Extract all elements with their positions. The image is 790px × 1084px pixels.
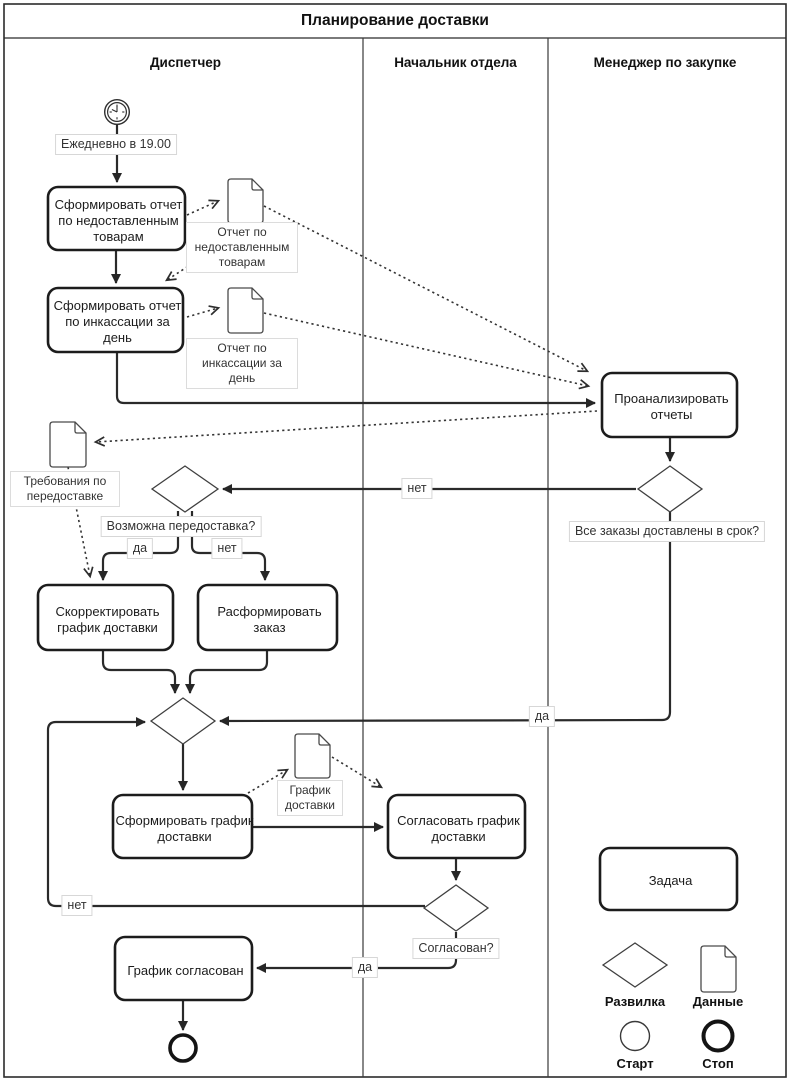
sequence-flows (48, 124, 670, 1030)
doc-cash-report-icon (228, 288, 263, 333)
timer-start-icon (105, 100, 130, 125)
doc-requirements-label: Требования по передоставке (10, 471, 120, 507)
task-form-schedule-label: Сформировать график доставки (115, 812, 254, 844)
legend-stop-caption: Стоп (702, 1056, 734, 1071)
edge-label-yes-approved: да (352, 957, 378, 978)
legend-stop-icon (704, 1022, 733, 1051)
gateway-approved (424, 885, 488, 931)
doc-undelivered-report-label: Отчет по недоставленным товарам (186, 222, 298, 273)
edge-label-yes-redelivery: да (127, 538, 153, 559)
edge-label-no-on-time: нет (401, 478, 432, 499)
legend-start-caption: Старт (616, 1056, 654, 1071)
doc-undelivered-report-icon (228, 179, 263, 223)
doc-schedule-icon (295, 734, 330, 778)
edge-label-no-approved: нет (61, 895, 92, 916)
legend-task-label: Задача (648, 873, 693, 888)
pool-title: Планирование доставки (301, 12, 489, 29)
task-schedule-approved-label: График согласован (127, 962, 244, 978)
end-event-icon (170, 1035, 196, 1061)
start-event-label: Ежедневно в 19.00 (55, 134, 177, 155)
edge-label-no-redelivery: нет (211, 538, 242, 559)
gateway-merge (151, 698, 215, 744)
task-make-cash-report-label: Сформировать отчет по инкассации за день (53, 298, 182, 345)
gateway-on-time-label: Все заказы доставлены в срок? (569, 521, 765, 542)
gateway-all-on-time (638, 466, 702, 512)
legend-gateway-shape (603, 943, 667, 987)
lane-dispatcher: Диспетчер (149, 54, 222, 70)
task-analyze-reports-label: Проанализировать отчеты (614, 391, 729, 422)
task-make-undelivered-report-label: Сформировать отчет по недоставленным товарам (54, 196, 183, 244)
lane-department-head: Начальник отдела (394, 54, 517, 70)
task-disband-order-label: Расформировать заказ (217, 603, 322, 635)
doc-requirements-icon (50, 422, 86, 467)
legend-data-caption: Данные (692, 994, 744, 1009)
task-adjust-schedule-label: Скорректировать график доставки (55, 603, 160, 635)
gateway-redelivery-label: Возможна передоставка? (101, 516, 262, 537)
legend-data-icon (701, 946, 736, 992)
legend-gateway-caption: Развилка (604, 994, 666, 1009)
lane-purchase-manager: Менеджер по закупке (593, 54, 737, 70)
doc-cash-report-label: Отчет по инкассации за день (186, 338, 298, 389)
gateway-approved-label: Согласован? (412, 938, 499, 959)
doc-schedule-label: График доставки (277, 780, 343, 816)
edge-label-yes-on-time: да (529, 706, 555, 727)
legend-start-icon (621, 1022, 650, 1051)
gateway-redelivery-possible (152, 466, 218, 512)
task-approve-schedule-label: Согласовать график доставки (397, 812, 520, 844)
